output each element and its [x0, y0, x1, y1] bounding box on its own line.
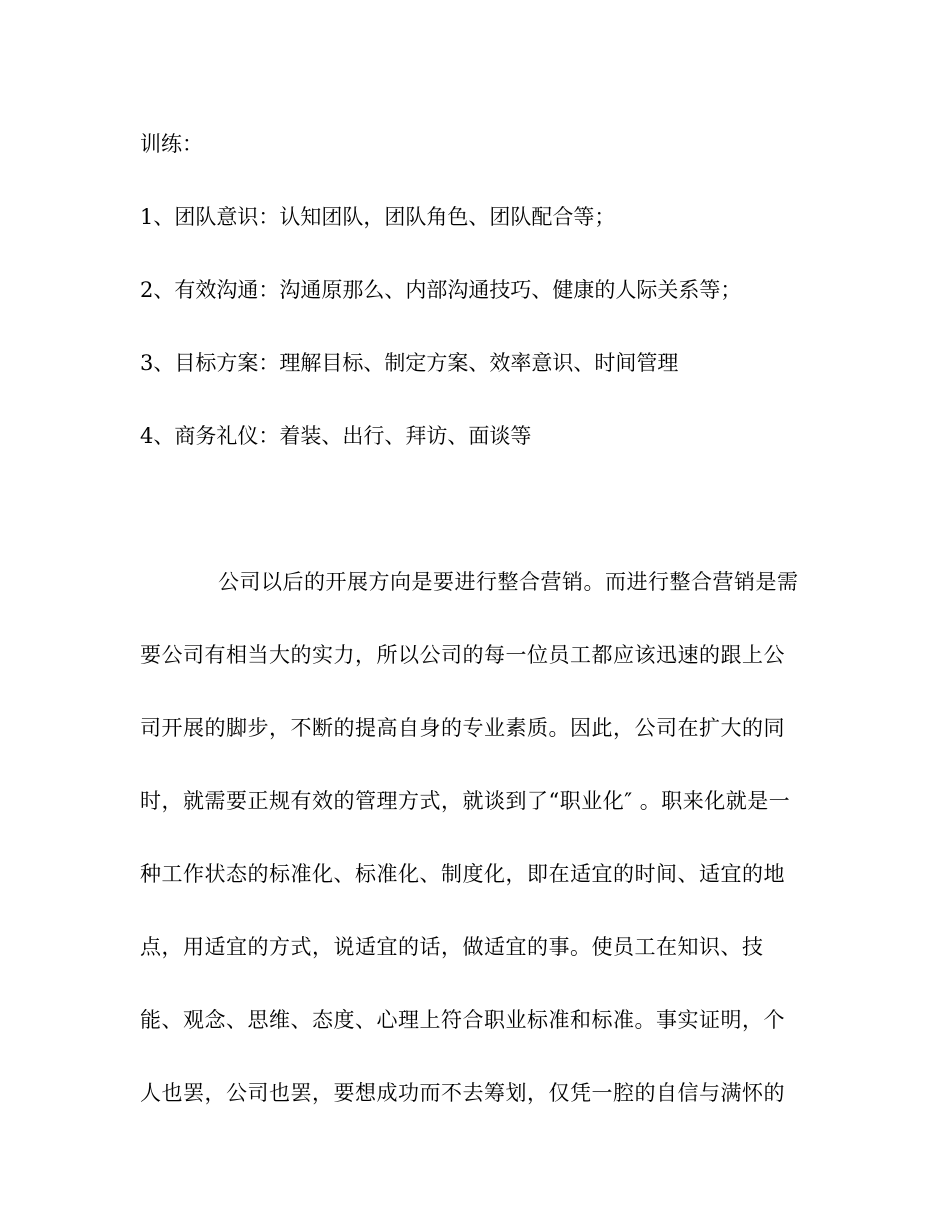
training-item: 2、有效沟通：沟通原那么、内部沟通技巧、健康的人际关系等； — [140, 278, 742, 302]
paragraph-line: 公司以后的开展方向是要进行整合营销。而进行整合营销是需 — [218, 570, 799, 594]
training-item: 1、团队意识：认知团队，团队角色、团队配合等； — [140, 205, 616, 229]
paragraph-line: 能、观念、思维、态度、心理上符合职业标准和标准。事实证明，个 — [140, 1008, 785, 1032]
paragraph-line: 人也罢，公司也罢，要想成功而不去筹划，仅凭一腔的自信与满怀的 — [140, 1081, 785, 1105]
paragraph-line: 司开展的脚步，不断的提高自身的专业素质。因此，公司在扩大的同 — [140, 716, 785, 740]
training-item: 4、商务礼仪：着装、出行、拜访、面谈等 — [140, 424, 532, 448]
paragraph-line: 时，就需要正规有效的管理方式，就谈到了“职业化″ 。职来化就是一 — [140, 789, 791, 813]
training-item: 3、目标方案：理解目标、制定方案、效率意识、时间管理 — [140, 351, 679, 375]
paragraph-line: 种工作状态的标准化、标准化、制度化，即在适宜的时间、适宜的地 — [140, 862, 785, 886]
paragraph-line: 要公司有相当大的实力，所以公司的每一位员工都应该迅速的跟上公 — [140, 643, 785, 667]
paragraph-line: 点，用适宜的方式，说适宜的话，做适宜的事。使员工在知识、技 — [140, 935, 764, 959]
section-heading: 训练： — [140, 132, 203, 156]
